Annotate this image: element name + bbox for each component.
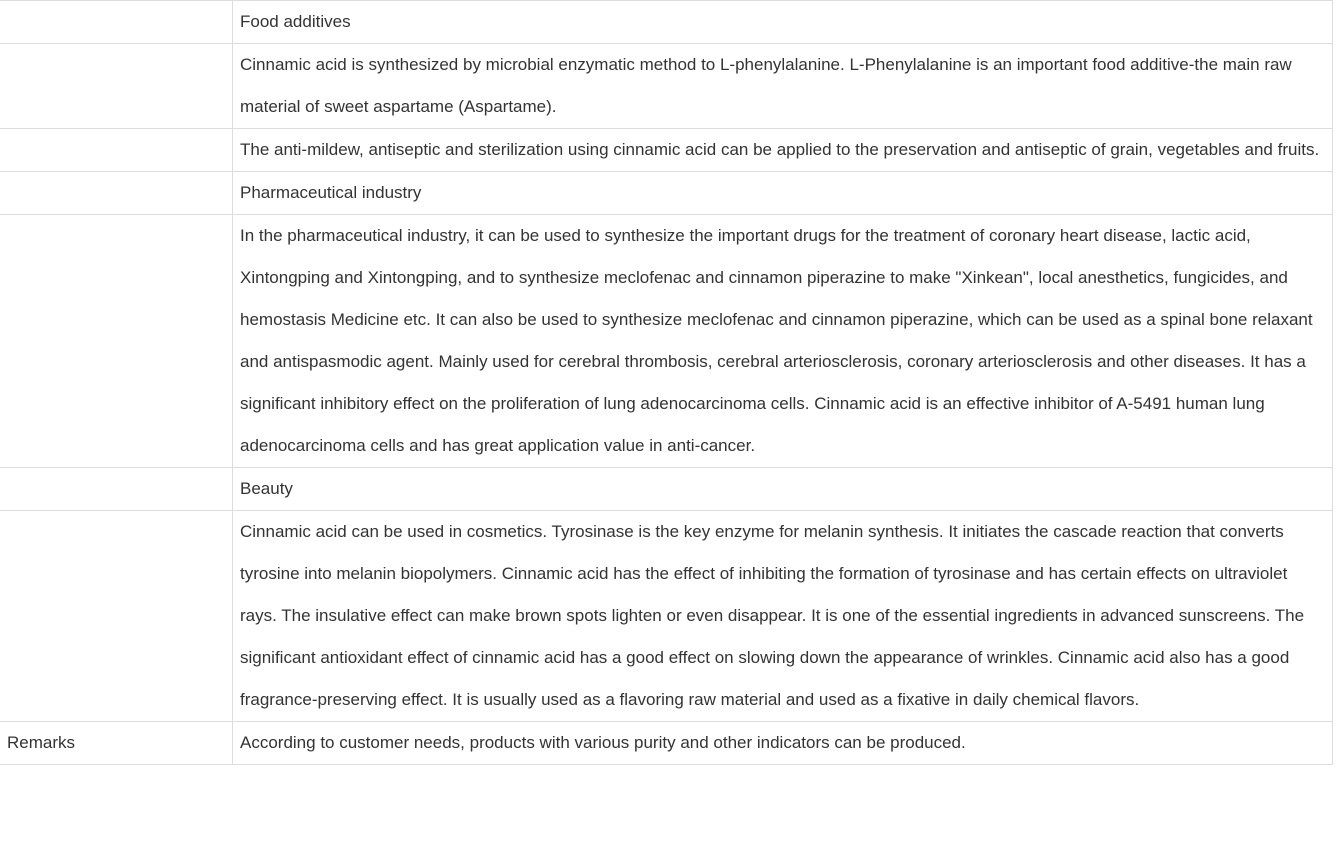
- section-heading-pharmaceutical: Pharmaceutical industry: [233, 172, 1333, 215]
- table-row: [0, 468, 1333, 511]
- row-value: Cinnamic acid is synthesized by microbial enzymatic method to L-phenylalanine. L-Phenylalanine is an important food additive-the main raw material of sweet aspartame (Aspartame).: [233, 44, 1333, 129]
- row-label: [0, 44, 233, 129]
- table-row: [0, 172, 1333, 215]
- section-heading-beauty: Beauty: [233, 468, 1333, 511]
- table-row: [0, 1, 1333, 44]
- row-label: [0, 1, 233, 44]
- section-heading-food-additives: Food additives: [233, 1, 1333, 44]
- table-row: [0, 511, 1333, 722]
- table-row: [0, 44, 1333, 129]
- table-row: [0, 129, 1333, 172]
- row-label: [0, 129, 233, 172]
- table-row: [0, 722, 1333, 765]
- row-value: Cinnamic acid can be used in cosmetics. Tyrosinase is the key enzyme for melanin synthesis. It initiates the cascade reaction that converts tyrosine into melanin biopolymers. Cinnamic acid has the effect of inhibiting the formation of tyrosinase and has certain effects on ultraviolet rays. The insulative effect can make brown spots lighten or even disappear. It is one of the essential ingredients in advanced sunscreens. The significant antioxidant effect of cinnamic acid has a good effect on slowing down the appearance of wrinkles. Cinnamic acid also has a good fragrance-preserving effect. It is usually used as a flavoring raw material and used as a fixative in daily chemical flavors.: [233, 511, 1333, 722]
- row-label: [0, 172, 233, 215]
- table-row: [0, 215, 1333, 468]
- remarks-label: Remarks: [0, 722, 233, 765]
- row-label: [0, 215, 233, 468]
- row-value: The anti-mildew, antiseptic and sterilization using cinnamic acid can be applied to the preservation and antiseptic of grain, vegetables and fruits.: [233, 129, 1333, 172]
- row-label: [0, 511, 233, 722]
- remarks-value: According to customer needs, products with various purity and other indicators can be produced.: [233, 722, 1333, 765]
- row-value: In the pharmaceutical industry, it can be used to synthesize the important drugs for the treatment of coronary heart disease, lactic acid, Xintongping and Xintongping, and to synthesize meclofenac and cinnamon piperazine to make "Xinkean", local anesthetics, fungicides, and hemostasis Medicine etc. It can also be used to synthesize meclofenac and cinnamon piperazine, which can be used as a spinal bone relaxant and antispasmodic agent. Mainly used for cerebral thrombosis, cerebral arteriosclerosis, coronary arteriosclerosis and other diseases. It has a significant inhibitory effect on the proliferation of lung adenocarcinoma cells. Cinnamic acid is an effective inhibitor of A-5491 human lung adenocarcinoma cells and has great application value in anti-cancer.: [233, 215, 1333, 468]
- row-label: [0, 468, 233, 511]
